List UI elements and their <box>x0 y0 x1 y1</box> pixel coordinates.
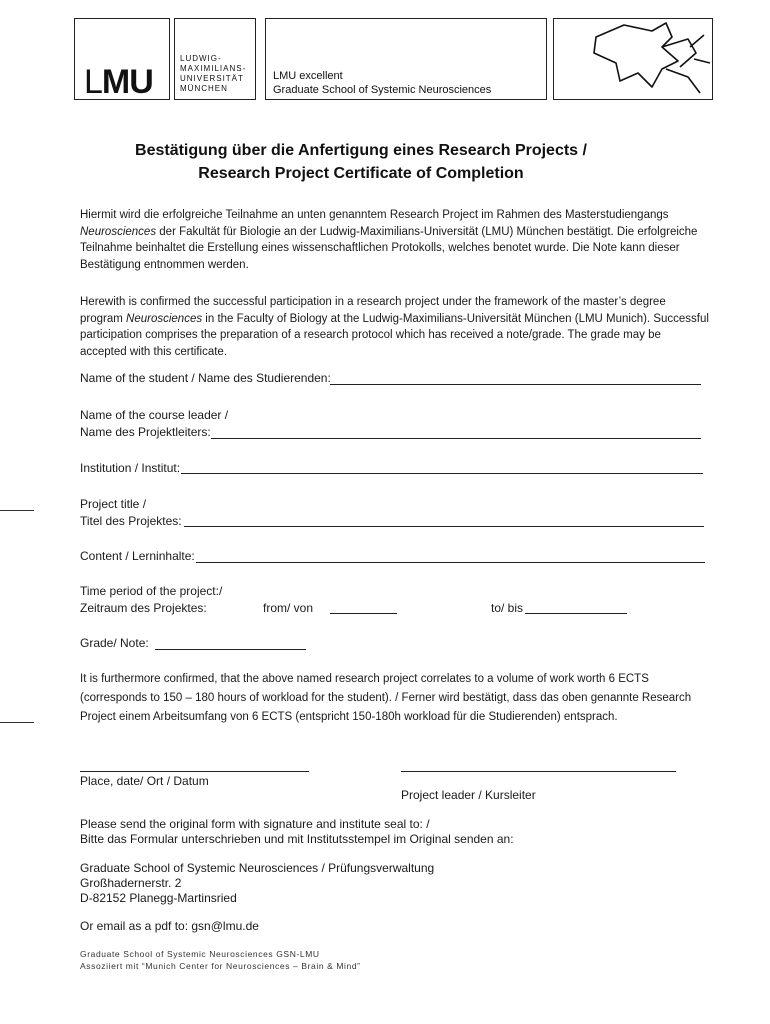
university-line: MAXIMILIANS- <box>180 64 247 73</box>
star-logo-box <box>553 18 713 100</box>
project-title-label-de: Titel des Projektes: <box>80 514 182 528</box>
project-leader-label: Project leader / Kursleiter <box>401 788 536 802</box>
course-leader-label-de: Name des Projektleiters: <box>80 425 211 439</box>
institution-label: Institution / Institut: <box>80 461 181 475</box>
grade-field[interactable] <box>155 649 306 650</box>
student-name-field[interactable] <box>330 384 701 385</box>
to-date-field[interactable] <box>525 613 627 614</box>
email-line: Or email as a pdf to: gsn@lmu.de <box>80 919 259 933</box>
university-line: LUDWIG- <box>180 54 222 63</box>
title-line1: Bestätigung über die Anfertigung eines Research Projects / <box>135 142 587 159</box>
university-line: MÜNCHEN <box>180 84 228 93</box>
footer <box>80 948 361 972</box>
gsn-line1: LMU excellent <box>273 70 343 82</box>
star-logo-icon <box>554 19 712 99</box>
from-label: from/ von <box>263 601 314 615</box>
time-period-label-de: Zeitraum des Projektes: <box>80 601 207 615</box>
address-line2: Großhadernerstr. 2 <box>80 876 182 890</box>
lmu-logo-bold: MU <box>101 63 153 101</box>
lmu-logo-thin: L <box>84 63 102 101</box>
intro-de-text: Hiermit wird die erfolgreiche Teilnahme an unten genanntem Research Project im Rahmen des Masterstudiengangs <box>80 209 669 221</box>
gsn-box <box>265 18 547 100</box>
intro-paragraph-en <box>80 294 710 360</box>
grade-label: Grade/ Note: <box>80 636 149 650</box>
from-date-field[interactable] <box>330 613 397 614</box>
footer-line2: Assoziiert mit “Munich Center for Neurosciences – Brain & Mind” <box>80 961 361 971</box>
institution-field[interactable] <box>181 473 703 474</box>
lmu-logo-box <box>74 18 170 100</box>
content-field[interactable] <box>196 562 705 563</box>
ects-paragraph: It is furthermore confirmed, that the above named research project correlates to a volume of work worth 6 ECTS (corresponds to 150 – 180 hours of workload for the student). / Ferner wird bestätigt, dass das oben genannte Research Project einem Arbeitsumfang von 6 ECTS (entspricht 150-180h workload für die Studierenden) entsprach. <box>80 673 692 723</box>
fold-mark <box>0 722 34 723</box>
to-label: to/ bis <box>491 601 524 615</box>
intro-en-text: Herewith is confirmed the successful participation in a research project under the framework of the master’s degree program <box>80 296 666 325</box>
student-name-label: Name of the student / Name des Studierenden: <box>80 371 331 385</box>
gsn-line2: Graduate School of Systemic Neurosciences <box>273 84 492 96</box>
send-instructions-de: Bitte das Formular unterschrieben und mit Institutsstempel im Original senden an: <box>80 832 514 846</box>
university-name <box>180 54 246 94</box>
course-leader-label: Name of the course leader / <box>80 408 229 422</box>
place-date-signature-line[interactable] <box>80 771 309 772</box>
intro-de-text: der Fakultät für Biologie an der Ludwig-Maximilians-Universität (LMU) München bestätigt. Die erfolgreiche Teilnahme beinhaltet die Erstellung eines wissenschaftlichen Protokolls, welches benotet wurde. Die Note kann dieser Bestätigung entnommen werden. <box>80 225 698 271</box>
project-leader-signature-line[interactable] <box>401 771 676 772</box>
university-line: UNIVERSITÄT <box>180 74 244 83</box>
project-title-label: Project title / <box>80 497 147 511</box>
content-label: Content / Lerninhalte: <box>80 549 195 563</box>
title-line2: Research Project Certificate of Completion <box>198 165 524 182</box>
intro-paragraph-de <box>80 207 710 273</box>
fold-mark <box>0 510 34 511</box>
footer-line1: Graduate School of Systemic Neurosciences GSN-LMU <box>80 949 320 959</box>
time-period-label: Time period of the project:/ <box>80 584 223 598</box>
address-line1: Graduate School of Systemic Neurosciences / Prüfungsverwaltung <box>80 861 435 875</box>
address-line3: D-82152 Planegg-Martinsried <box>80 891 237 905</box>
intro-en-italic: Neurosciences <box>126 312 203 325</box>
intro-en-text: in the Faculty of Biology at the Ludwig-Maximilians-Universität München (LMU Munich). Successful participation comprises the preparation of a research protocol which has received a note/grade. The grade may be accepted with this certificate. <box>80 312 709 358</box>
place-date-label: Place, date/ Ort / Datum <box>80 774 209 788</box>
project-title-field[interactable] <box>184 526 704 527</box>
university-name-box <box>174 18 256 100</box>
course-leader-field[interactable] <box>211 438 701 439</box>
intro-de-italic: Neurosciences <box>80 225 157 238</box>
send-instructions-en: Please send the original form with signature and institute seal to: / <box>80 817 430 831</box>
lmu-logo <box>84 63 153 102</box>
gsn-text <box>273 69 491 97</box>
